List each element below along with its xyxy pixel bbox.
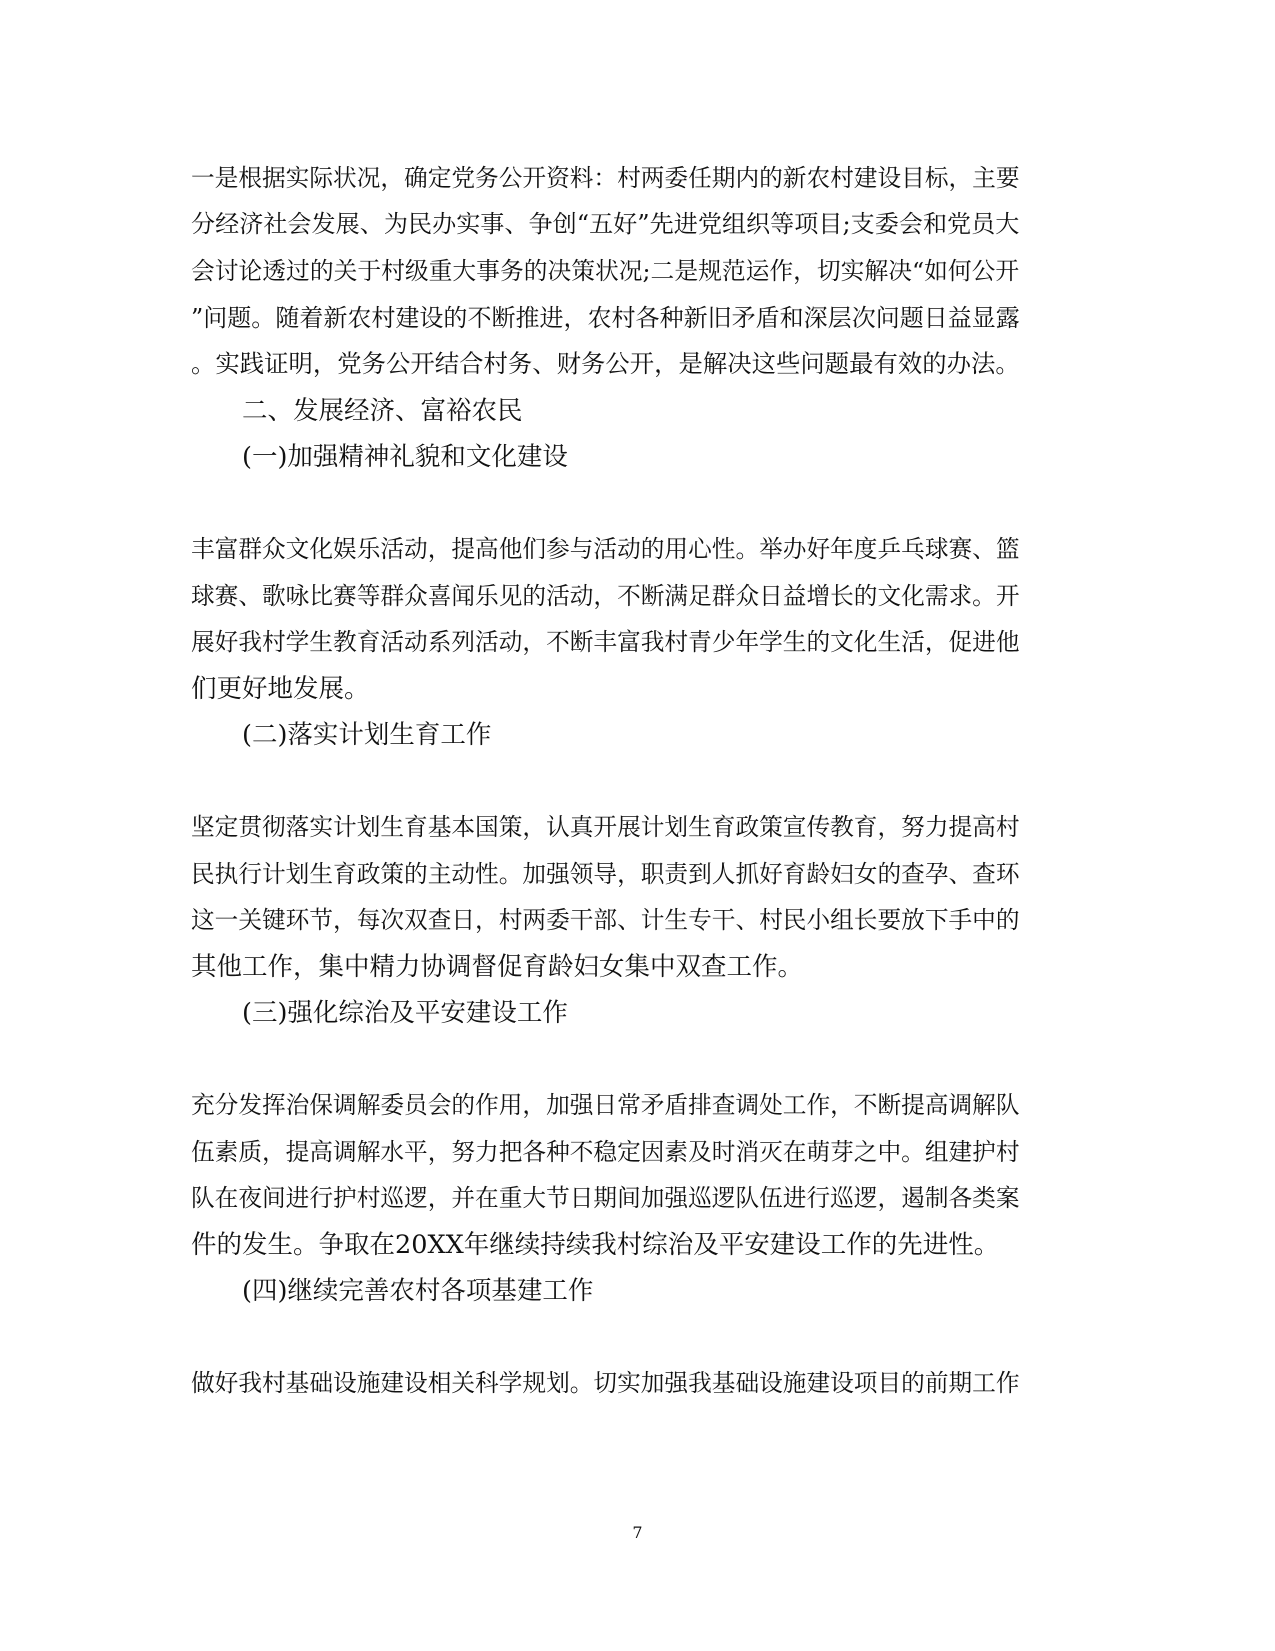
paragraph-line: 队在夜间进行护村巡逻，并在重大节日期间加强巡逻队伍进行巡逻，遏制各类案: [191, 1184, 1020, 1212]
section-heading: 二、发展经济、富裕农民: [242, 396, 523, 426]
paragraph-line: 一是根据实际状况，确定党务公开资料：村两委任期内的新农村建设目标，主要: [191, 164, 1020, 192]
paragraph-line: 充分发挥治保调解委员会的作用，加强日常矛盾排查调处工作，不断提高调解队: [191, 1091, 1020, 1119]
subsection-heading: (二)落实计划生育工作: [242, 720, 492, 750]
paragraph-line: 们更好地发展。: [191, 674, 370, 704]
paragraph-line: 民执行计划生育政策的主动性。加强领导，职责到人抓好育龄妇女的查孕、查环: [191, 860, 1020, 888]
paragraph-line: 伍素质，提高调解水平，努力把各种不稳定因素及时消灭在萌芽之中。组建护村: [191, 1138, 1020, 1166]
paragraph-line: 丰富群众文化娱乐活动，提高他们参与活动的用心性。举办好年度乒乓球赛、篮: [191, 535, 1020, 563]
paragraph-line: 做好我村基础设施建设相关科学规划。切实加强我基础设施建设项目的前期工作: [191, 1369, 1020, 1397]
subsection-heading: (四)继续完善农村各项基建工作: [242, 1276, 594, 1306]
paragraph-line: 分经济社会发展、为民办实事、争创“五好”先进党组织等项目;支委会和党员大: [191, 210, 1020, 238]
paragraph-line: 坚定贯彻落实计划生育基本国策，认真开展计划生育政策宣传教育，努力提高村: [191, 813, 1020, 841]
paragraph-line: 展好我村学生教育活动系列活动，不断丰富我村青少年学生的文化生活，促进他: [191, 628, 1020, 656]
paragraph-line: 件的发生。争取在20XX年继续持续我村综治及平安建设工作的先进性。: [191, 1230, 1000, 1260]
paragraph-line: 球赛、歌咏比赛等群众喜闻乐见的活动，不断满足群众日益增长的文化需求。开: [191, 582, 1020, 610]
paragraph-line: 这一关键环节，每次双查日，村两委干部、计生专干、村民小组长要放下手中的: [191, 906, 1020, 934]
paragraph-line: 会讨论透过的关于村级重大事务的决策状况;二是规范运作，切实解决“如何公开: [191, 257, 1020, 285]
paragraph-line: 其他工作，集中精力协调督促育龄妇女集中双查工作。: [191, 952, 804, 982]
paragraph-line: 。实践证明，党务公开结合村务、财务公开，是解决这些问题最有效的办法。: [191, 349, 1020, 378]
page-number: 7: [632, 1523, 643, 1542]
subsection-heading: (一)加强精神礼貌和文化建设: [242, 442, 568, 472]
subsection-heading: (三)强化综治及平安建设工作: [242, 998, 568, 1028]
paragraph-line: ”问题。随着新农村建设的不断推进，农村各种新旧矛盾和深层次问题日益显露: [191, 304, 1020, 332]
